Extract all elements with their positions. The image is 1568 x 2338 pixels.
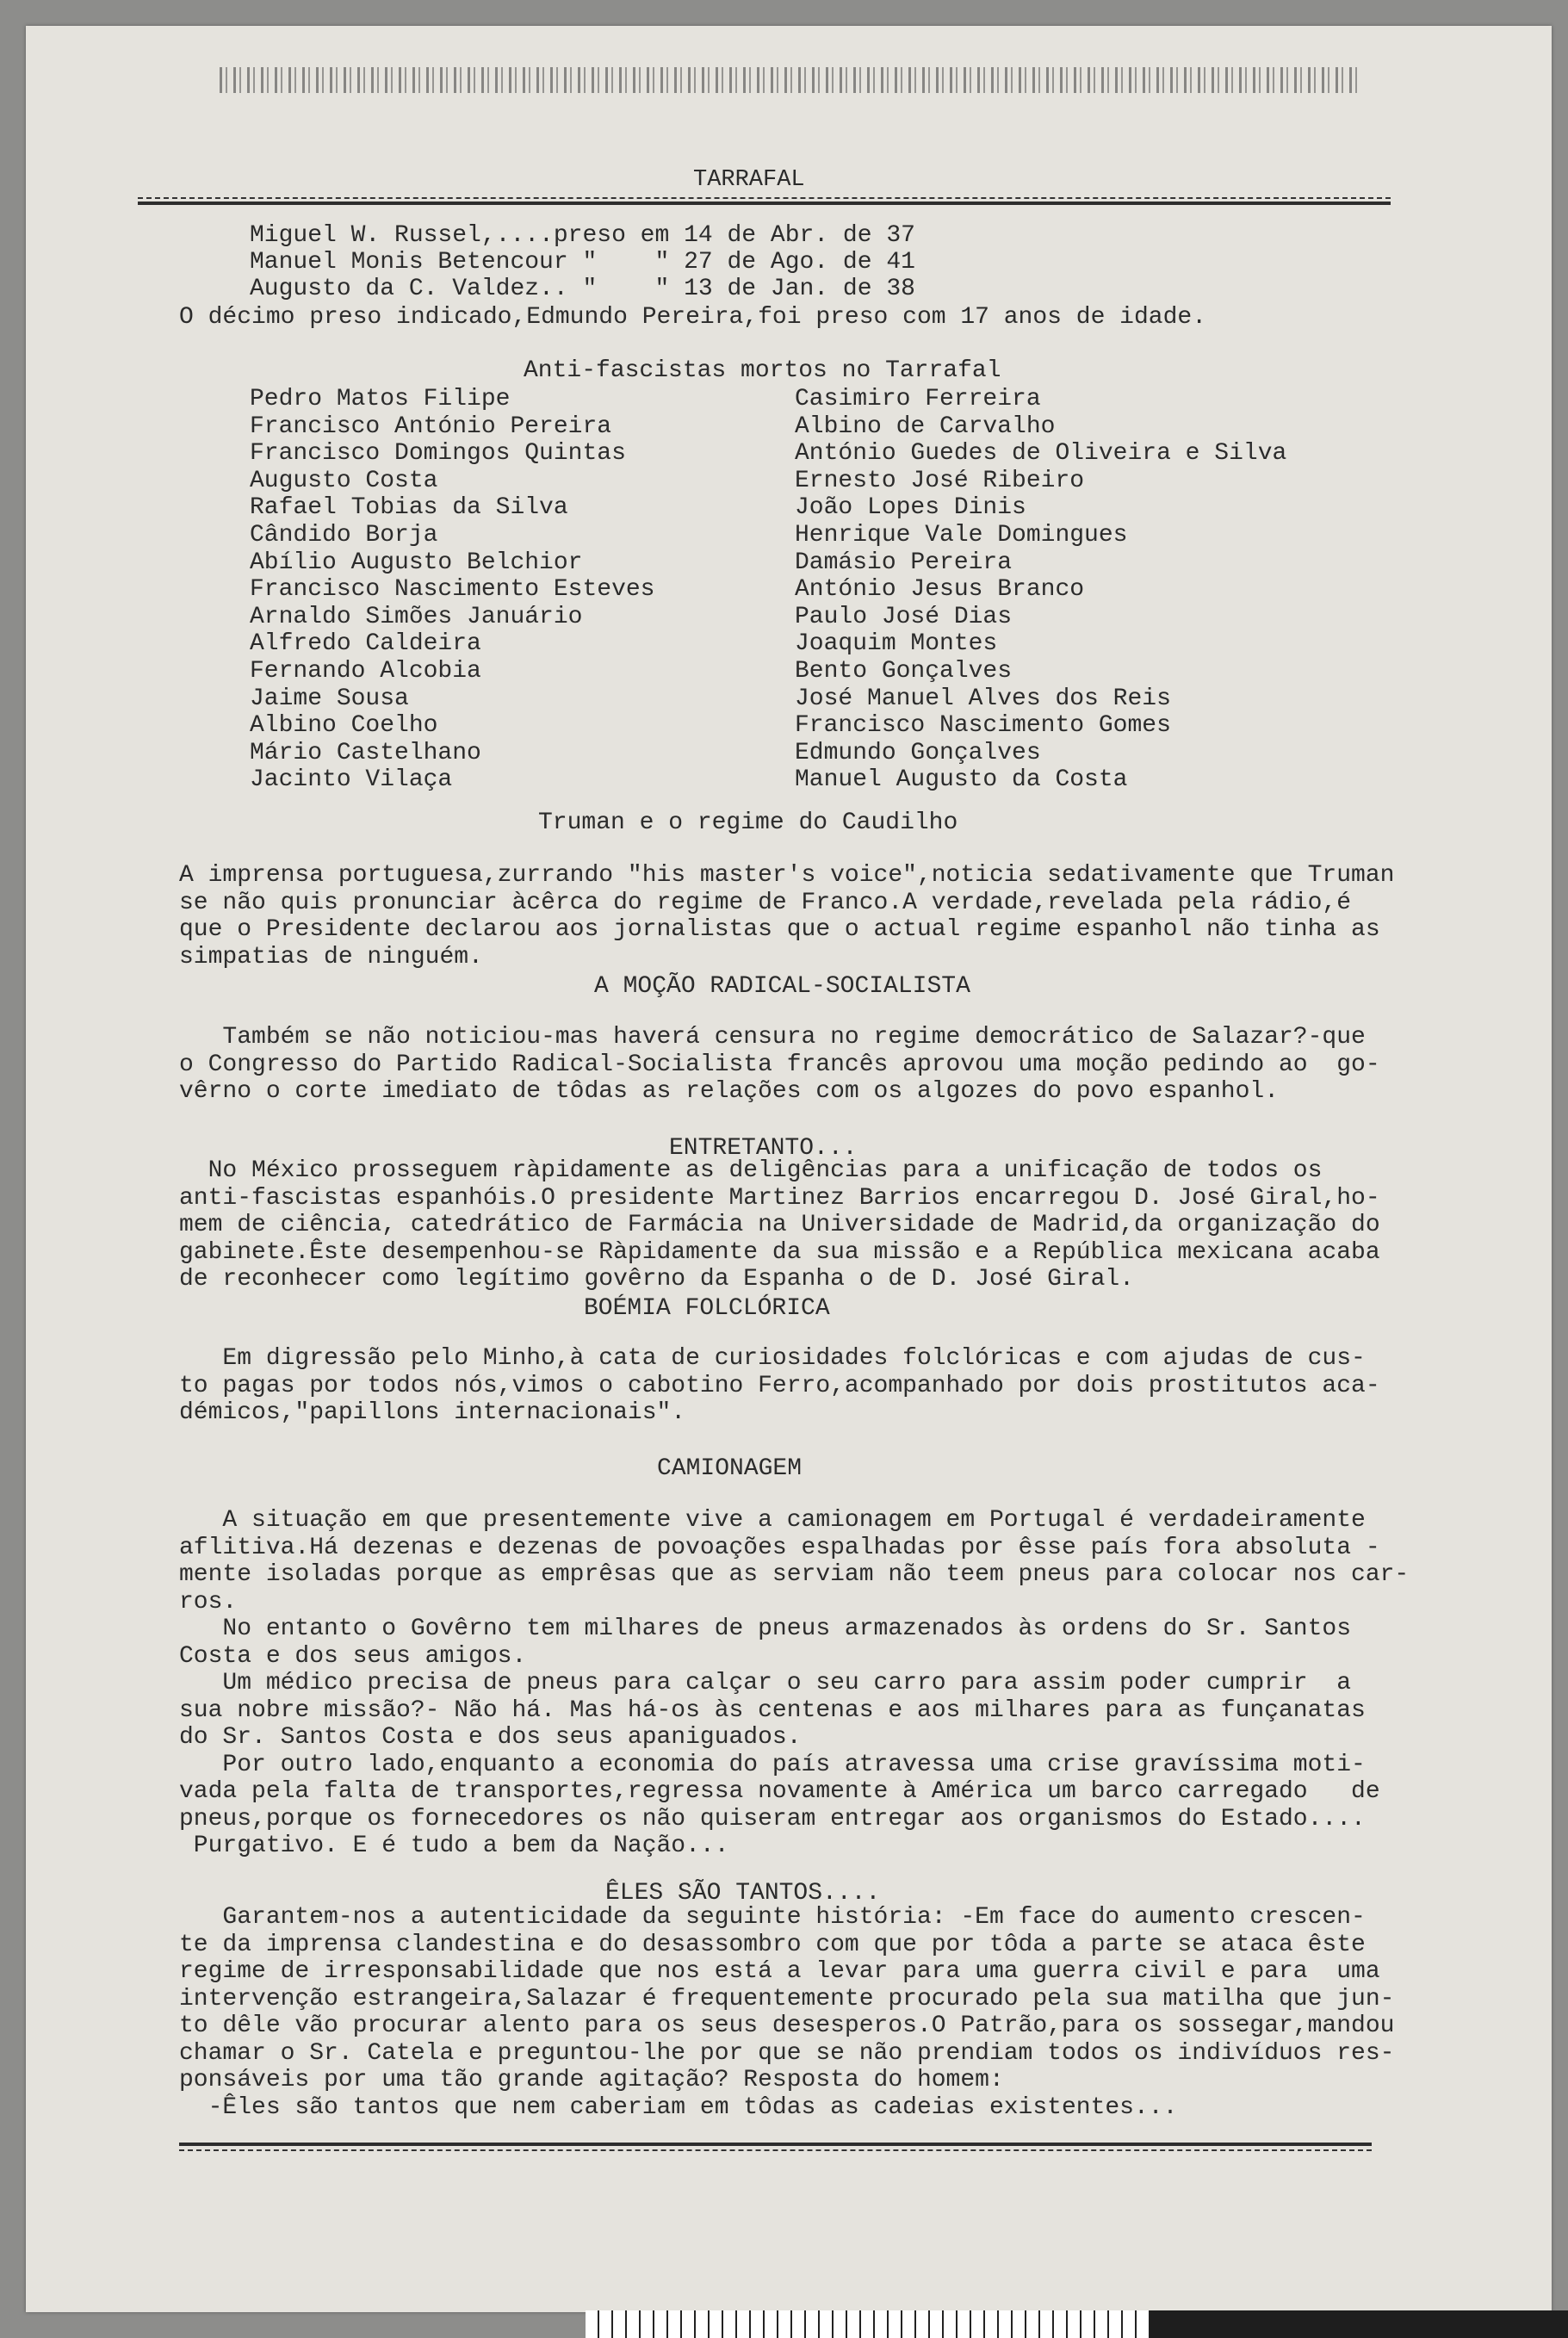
entretanto-heading: ENTRETANTO... (669, 1135, 858, 1162)
mocao-heading: A MOÇÃO RADICAL-SOCIALISTA (594, 973, 970, 1000)
dead-name: Francisco Nascimento Gomes (795, 712, 1171, 740)
dead-name: Alfredo Caldeira (250, 630, 481, 658)
dead-name: Henrique Vale Domingues (795, 521, 1128, 549)
dead-name: Edmundo Gonçalves (795, 739, 1041, 766)
text-line: pneus,porque os fornecedores os não quiseram entregar aos organismos do Estado.... (179, 1805, 1366, 1833)
dead-name: Francisco António Pereira (250, 412, 612, 440)
print-bleed-through (220, 67, 1360, 93)
dead-name: Jacinto Vilaça (250, 766, 453, 794)
footer-rule-solid (179, 2143, 1372, 2146)
text-line: de reconhecer como legítimo govêrno da Espanha o de D. José Giral. (179, 1266, 1134, 1293)
camionagem-heading: CAMIONAGEM (657, 1455, 803, 1482)
text-line: to dêle vão procurar alento para os seus desesperos.O Patrão,para os sossegar,mandou (179, 2012, 1395, 2039)
dead-name: Joaquim Montes (795, 630, 998, 658)
text-line: vada pela falta de transportes,regressa novamente à América um barco carregado de (179, 1778, 1380, 1805)
dead-list-right (795, 386, 1286, 794)
dead-name: José Manuel Alves dos Reis (795, 685, 1171, 712)
mocao-paragraph (179, 1024, 1380, 1106)
entretanto-paragraph (179, 1157, 1380, 1293)
eles-paragraph (179, 1904, 1394, 2121)
prisoner-line: Augusto da C. Valdez.. " " 13 de Jan. de 38 (250, 276, 915, 302)
text-line: gabinete.Êste desempenhou-se Ràpidamente da sua missão e a República mexicana acaba (179, 1238, 1380, 1266)
header-rule-dashed (138, 197, 1391, 199)
dead-name: Arnaldo Simões Januário (250, 603, 583, 630)
text-line: A situação em que presentemente vive a camionagem em Portugal é verdadeiramente (179, 1507, 1366, 1534)
text-line: to pagas por todos nós,vimos o cabotino Ferro,acompanhado por dois prostitutos aca- (179, 1372, 1380, 1399)
page-title: TARRAFAL (693, 167, 805, 193)
dead-name: Pedro Matos Filipe (250, 386, 511, 412)
dead-name: Fernando Alcobia (250, 657, 481, 685)
dead-list-heading: Anti-fascistas mortos no Tarrafal (524, 357, 1001, 384)
text-line: No México prosseguem ràpidamente as deligências para a unificação de todos os (179, 1157, 1323, 1184)
text-line: -Êles são tantos que nem caberiam em tôdas as cadeias existentes... (179, 2093, 1178, 2121)
text-line: mente isoladas porque as emprêsas que as serviam não teem pneus para colocar nos car- (179, 1561, 1410, 1588)
text-line: Por outro lado,enquanto a economia do país atravessa uma crise gravíssima moti- (179, 1751, 1366, 1778)
dead-name: Ernesto José Ribeiro (795, 467, 1085, 494)
text-line: se não quis pronunciar àcêrca do regime de Franco.A verdade,revelada pela rádio,é (179, 889, 1352, 916)
text-line: regime de irresponsabilidade que nos está a levar para uma guerra civil e para uma (179, 1958, 1380, 1985)
tenth-prisoner-note: O décimo preso indicado,Edmundo Pereira,foi preso com 17 anos de idade. (179, 304, 1206, 331)
text-line: aflitiva.Há dezenas e dezenas de povoações espalhadas por êsse país fora absoluta - (179, 1534, 1380, 1561)
dead-name: Damásio Pereira (795, 549, 1013, 576)
text-line: chamar o Sr. Catela e preguntou-lhe por que se não prendiam todos os indivíduos res- (179, 2039, 1395, 2067)
dead-name: Paulo José Dias (795, 603, 1013, 630)
truman-heading: Truman e o regime do Caudilho (538, 809, 958, 836)
prisoner-line: Manuel Monis Betencour " " 27 de Ago. de 41 (250, 249, 915, 276)
dead-name: Albino Coelho (250, 712, 438, 740)
dead-name: Mário Castelhano (250, 739, 481, 766)
dead-name: Bento Gonçalves (795, 657, 1013, 685)
boemia-paragraph (179, 1345, 1380, 1427)
text-line: Um médico precisa de pneus para calçar o seu carro para assim poder cumprir a (179, 1670, 1352, 1696)
text-line: te da imprensa clandestina e do desassombro com que por tôda a parte se ataca êste (179, 1931, 1366, 1958)
text-line: simpatias de ninguém. (179, 943, 483, 971)
text-line: anti-fascistas espanhóis.O presidente Martinez Barrios encarregou D. José Giral,ho- (179, 1184, 1380, 1212)
dead-name: Jaime Sousa (250, 685, 409, 712)
dead-name: António Guedes de Oliveira e Silva (795, 440, 1287, 468)
prisoner-line: Miguel W. Russel,....preso em 14 de Abr. de 37 (250, 222, 915, 249)
text-line: do Sr. Santos Costa e dos seus apaniguados. (179, 1724, 802, 1751)
dead-name: Rafael Tobias da Silva (250, 494, 568, 522)
text-line: Purgativo. E é tudo a bem da Nação... (179, 1833, 729, 1859)
text-line: ponsáveis por uma tão grande agitação? Resposta do homem: (179, 2067, 1004, 2093)
text-line: vêrno o corte imediato de tôdas as relações com os algozes do povo espanhol. (179, 1078, 1280, 1105)
text-line: Costa e dos seus amigos. (179, 1642, 527, 1670)
dead-name: Abílio Augusto Belchior (250, 549, 583, 576)
text-line: intervenção estrangeira,Salazar é frequentemente procurado pela sua matilha que jun- (179, 1985, 1395, 2012)
text-line: mem de ciência, catedrático de Farmácia na Universidade de Madrid,da organização do (179, 1212, 1380, 1238)
footer-rule-dashed (179, 2149, 1372, 2151)
text-line: A imprensa portuguesa,zurrando "his master's voice",noticia sedativamente que Truman (179, 862, 1395, 889)
dead-name: Casimiro Ferreira (795, 386, 1041, 412)
text-line: Garantem-nos a autenticidade da seguinte história: -Em face do aumento crescen- (179, 1904, 1366, 1931)
scale-bar-dark (1150, 2310, 1568, 2338)
dead-name: Albino de Carvalho (795, 412, 1056, 440)
boemia-heading: BOÉMIA FOLCLÓRICA (584, 1295, 830, 1322)
dead-name: Augusto Costa (250, 467, 438, 494)
text-line: No entanto o Govêrno tem milhares de pneus armazenados às ordens do Sr. Santos (179, 1616, 1352, 1642)
dead-name: Francisco Domingos Quintas (250, 440, 626, 468)
text-line: sua nobre missão?- Não há. Mas há-os às centenas e aos milhares para as funçanatas (179, 1696, 1366, 1724)
text-line: Em digressão pelo Minho,à cata de curiosidades folclóricas e com ajudas de cus- (179, 1345, 1366, 1372)
text-line: Também se não noticiou-mas haverá censura no regime democrático de Salazar?-que (179, 1024, 1366, 1051)
dead-name: João Lopes Dinis (795, 494, 1026, 522)
dead-name: Manuel Augusto da Costa (795, 766, 1128, 794)
dead-name: Cândido Borja (250, 521, 438, 549)
dead-name: Francisco Nascimento Esteves (250, 576, 655, 604)
dead-name: António Jesus Branco (795, 576, 1085, 604)
text-line: que o Presidente declarou aos jornalistas que o actual regime espanhol não tinha as (179, 916, 1380, 943)
text-line: démicos,"papillons internacionais". (179, 1399, 686, 1426)
text-line: ros. (179, 1588, 238, 1616)
text-line: o Congresso do Partido Radical-Socialista francês aprovou uma moção pedindo ao go- (179, 1051, 1380, 1078)
header-rule-solid (138, 202, 1391, 205)
truman-paragraph (179, 862, 1394, 971)
eles-heading: ÊLES SÃO TANTOS.... (605, 1880, 881, 1907)
dead-list-left (250, 386, 654, 794)
camionagem-paragraph (179, 1507, 1409, 1860)
